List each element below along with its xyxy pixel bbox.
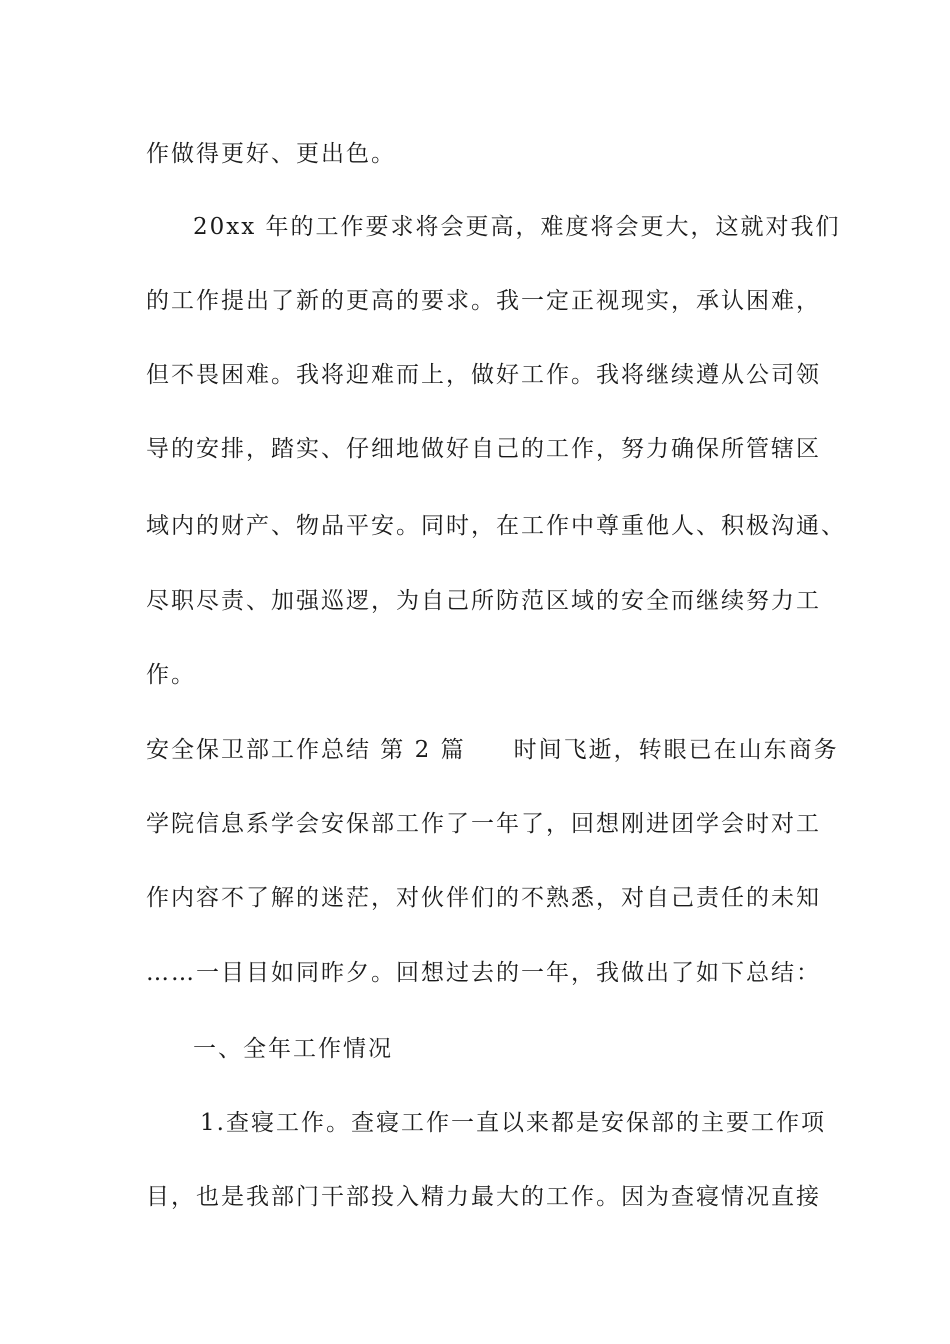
paragraph-line: 但不畏困难。我将迎难而上，做好工作。我将继续遵从公司领 — [146, 362, 821, 388]
paragraph-line: 学院信息系学会安保部工作了一年了，回想刚进团学会时对工 — [146, 811, 821, 837]
section-heading: 安全保卫部工作总结 第 2 篇 — [146, 737, 466, 763]
paragraph-line: 作内容不了解的迷茫，对伙伴们的不熟悉，对自己责任的未知 — [146, 885, 821, 911]
paragraph-line: 尽职尽责、加强巡逻，为自己所防范区域的安全而继续努力工 — [146, 588, 821, 614]
paragraph-line: 目，也是我部门干部投入精力最大的工作。因为查寝情况直接 — [146, 1184, 821, 1210]
section-intro: 时间飞逝，转眼已在山东商务 — [513, 737, 839, 763]
paragraph-line: 20xx 年的工作要求将会更高，难度将会更大，这就对我们 — [193, 214, 841, 240]
section-heading-line — [146, 735, 839, 765]
paragraph-line: 作。 — [146, 662, 196, 688]
paragraph-line: 1.查寝工作。查寝工作一直以来都是安保部的主要工作项 — [200, 1110, 826, 1136]
paragraph-line: 的工作提出了新的更高的要求。我一定正视现实，承认困难， — [146, 288, 821, 314]
paragraph-line: 作做得更好、更出色。 — [146, 141, 396, 167]
paragraph-line: ……一目目如同昨夕。回想过去的一年，我做出了如下总结： — [146, 960, 821, 986]
paragraph-line: 导的安排，踏实、仔细地做好自己的工作，努力确保所管辖区 — [146, 436, 821, 462]
paragraph-line: 域内的财产、物品平安。同时，在工作中尊重他人、积极沟通、 — [146, 513, 846, 539]
subsection-heading: 一、全年工作情况 — [193, 1036, 393, 1062]
